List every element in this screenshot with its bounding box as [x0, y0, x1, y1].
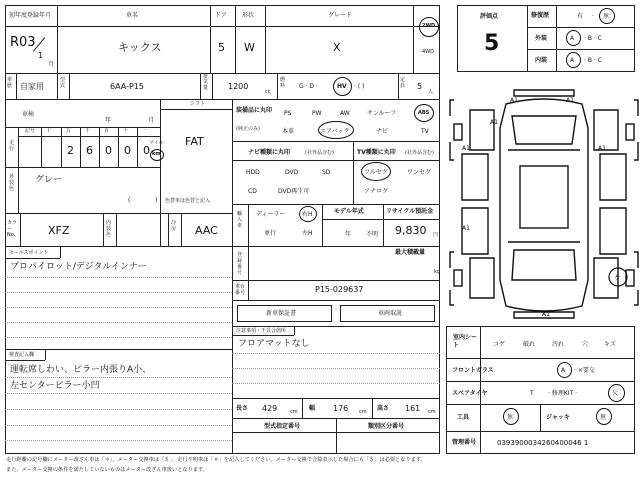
car-body-diagram: [448, 80, 640, 325]
grade-value: X: [333, 41, 341, 54]
equip-navi: ナビ: [376, 128, 389, 135]
first-reg-label: 初年度登録年月: [9, 12, 52, 19]
tv-label: TV種類に丸印: [357, 149, 396, 156]
spare-label: スペアタイヤ: [452, 390, 488, 397]
tools-label: 工具: [457, 414, 470, 421]
type-designation-label: 型式指定番号: [264, 423, 301, 430]
import-parallel: 並行: [264, 230, 277, 237]
warranty-manual: 車両取説: [378, 310, 403, 317]
seat-hole: 穴: [582, 341, 589, 348]
navi-dvd: DVD: [285, 169, 299, 176]
mileage-header-cell: 万: [66, 128, 72, 134]
fuel-options-left: G · D ·: [299, 83, 318, 90]
diagram-mark-2: A1: [566, 97, 574, 104]
doors-label: ドア: [215, 12, 227, 19]
first-reg-month: 1: [38, 51, 44, 60]
tools-value: 無: [507, 414, 514, 421]
model-value: 6AA-P15: [110, 82, 144, 91]
model-year-unknown: 不明: [366, 231, 379, 238]
tv-analog: アナログ: [364, 188, 389, 195]
diagram-mark-3: A1: [490, 119, 498, 126]
jack-label: ジャッキ: [546, 414, 570, 421]
category-label: 類別区分番号: [368, 423, 405, 430]
height-value: 161: [405, 404, 421, 413]
car-name-value: キックス: [118, 41, 162, 54]
tv-sub: (社外品含む): [405, 150, 434, 156]
seat-tear: 破れ: [523, 341, 536, 348]
notes-text: フロアマットなし: [238, 339, 310, 349]
cc-unit: cc: [265, 89, 271, 95]
grade-label: グレード: [328, 12, 353, 19]
footer-line2: また、メーター交換の条件を満たしていないものはメーター改ざん車扱いとなります。: [6, 467, 208, 473]
navi-sd: SD: [322, 169, 331, 176]
capacity-unit: 人: [428, 89, 434, 95]
model-year-unit: 年: [345, 231, 352, 238]
spare-repair-kit: · 修理KIT ·: [548, 390, 577, 397]
inspector-note-line1: 運転席しわい、ピラー内張りA小、: [10, 365, 152, 375]
max-load-unit: kg: [434, 269, 441, 275]
equip-pw: PW: [312, 110, 322, 117]
mgmt-value: 0393900034260400046 1: [497, 439, 589, 447]
height-label: 高さ: [377, 405, 390, 412]
equip-sunroof: サンルーフ: [367, 110, 397, 117]
equipment-label: 装備品に丸印: [236, 107, 273, 114]
footer-line1: 走行距離の記号欄にメーター改ざん車は「＊」、メーター交換車は「＄」、走行不明車は「＃」を記入してください。メーター交換で合算表示した場合にも「＄」は必要となります。: [6, 457, 426, 463]
diagram-mark-ke: ケ: [614, 274, 621, 282]
shape-value: W: [244, 41, 255, 54]
navi-dvd-play: DVD再生可: [278, 188, 310, 195]
mile-unit: マイル: [149, 140, 164, 146]
usage-label: 車歴: [7, 77, 13, 89]
diagram-mark-1: A1: [510, 97, 518, 104]
navi-hdd: HDD: [246, 169, 260, 176]
seat-burn: コゲ: [493, 341, 506, 348]
equip-tv: TV: [421, 128, 429, 135]
exterior-note-open: (: [128, 197, 131, 204]
repair-sep: ·: [592, 13, 594, 20]
mileage-header-cell: 千: [85, 128, 91, 134]
width-value: 176: [333, 404, 349, 413]
drive-other: 4WD: [422, 49, 434, 55]
first-reg-year: R03: [10, 35, 36, 50]
mileage-header-cell: 一: [142, 128, 148, 134]
exterior-note: 色替車は色替と記入: [165, 198, 211, 204]
recycle-label: リサイクル預託金: [386, 208, 434, 215]
sales-points-text: プロパイロット/デジタルインナー: [10, 262, 147, 272]
equip-ps: PS: [284, 110, 292, 117]
mileage-label: 走行: [9, 140, 15, 152]
import-left: 左H: [302, 230, 313, 237]
ac-value: AAC: [195, 224, 218, 237]
mileage-digit: 0: [105, 144, 112, 157]
inspection-year: 年: [105, 117, 112, 124]
notes-label: 注意事項・不具合箇所: [236, 328, 287, 334]
navi-cd: CD: [248, 188, 257, 195]
equip-abs: ABS: [418, 110, 430, 116]
shape-label: 形状: [242, 12, 255, 19]
color-no-value: XFZ: [48, 224, 70, 237]
seat-dirt: 汚れ: [552, 341, 565, 348]
exterior-grade-a: A: [570, 35, 575, 42]
navi-sub: (社外品含む): [305, 150, 334, 156]
length-unit: cm: [290, 409, 298, 415]
interior-color-label: 内装色: [106, 220, 112, 238]
seat-scratch: キズ: [604, 341, 616, 348]
inspector-note-line2: 左センターピラー小凹: [10, 381, 100, 391]
spare-t: T: [530, 390, 534, 397]
fuel-options-right: · ( ): [354, 83, 365, 90]
diagram-mark-6: A1: [462, 225, 470, 232]
jack-value: 無: [600, 414, 607, 421]
width-unit: cm: [359, 409, 367, 415]
navi-label: ナビ種類に丸印: [248, 149, 291, 156]
spare-none: 欠: [612, 390, 619, 397]
drive-circled: 2WD: [422, 23, 436, 29]
max-load-label: 最大積載量: [395, 249, 426, 256]
mileage-header-cell: 百: [104, 128, 110, 134]
exterior-color-value: グレー: [35, 175, 63, 185]
fuel-label: 燃料: [280, 77, 286, 89]
import-label: 輸入車: [237, 211, 243, 229]
mgmt-label: 管理番号: [452, 439, 477, 446]
seat-label: 室内シート: [453, 334, 478, 349]
score-label: 評価点: [480, 13, 499, 20]
repair-no: 無: [603, 13, 610, 20]
ac-label: 冷房: [171, 220, 177, 232]
mileage-digit: 2: [67, 144, 74, 157]
mileage-digit: 0: [143, 144, 150, 157]
diagram-mark-5: A1: [598, 145, 606, 152]
inspection-label: 車検: [22, 111, 35, 118]
glass-rest: · ×要交: [574, 367, 595, 374]
inspection-month: 月: [148, 117, 155, 124]
usage-value: 自家用: [20, 82, 44, 91]
mileage-header-cell: 記号: [25, 128, 36, 134]
mileage-digit: 0: [124, 144, 131, 157]
repair-yes: 有: [577, 13, 584, 20]
exterior-label: 外装色: [9, 174, 15, 192]
mileage-header-cell: 十: [123, 128, 129, 134]
height-unit: cm: [428, 409, 436, 415]
km-unit: km: [152, 151, 161, 157]
import-dealer: ディーラー: [256, 211, 286, 218]
repair-label: 修復歴: [531, 12, 550, 19]
model-label: 型式: [60, 77, 66, 89]
reg-no-label: 登録番号: [237, 252, 243, 276]
diagram-mark-4: A1: [462, 145, 470, 152]
equip-aw: AW: [340, 110, 350, 117]
exterior-note-close: ): [155, 197, 158, 204]
exterior-grade-rest: · B · C: [584, 35, 602, 42]
width-label: 幅: [309, 405, 316, 412]
shift-value: FAT: [185, 135, 204, 148]
chassis-label: 車台番号: [235, 284, 246, 296]
warranty-new: 新車保証書: [266, 310, 297, 317]
glass-label: フロントガラス: [452, 367, 494, 374]
chassis-value: P15-029637: [315, 285, 364, 294]
interior-grade-label: 内装: [535, 57, 548, 64]
equip-leather: 本革: [282, 128, 295, 135]
import-right: 右H: [302, 211, 313, 218]
equipment-sub: (純正のみ): [236, 126, 260, 132]
displacement-value: 1200: [228, 82, 249, 91]
exterior-grade-label: 外装: [535, 35, 548, 42]
doors-value: 5: [218, 41, 225, 54]
capacity-value: 5: [417, 82, 423, 91]
length-value: 429: [262, 404, 278, 413]
fuel-circled: HV: [337, 83, 347, 90]
interior-grade-rest: · B · C: [584, 57, 602, 64]
mileage-digit: 6: [86, 144, 93, 157]
tv-oneseg: ワンセグ: [407, 169, 432, 176]
tv-fullseg: フルセグ: [364, 169, 388, 176]
model-year-label: モデル年式: [334, 208, 364, 215]
score-value: 5: [484, 31, 500, 56]
car-name-label: 車名: [126, 12, 139, 19]
inspector-notes-label: 検査記入欄: [9, 352, 35, 358]
mileage-header-cell: 十: [46, 128, 52, 134]
month-unit: 月: [48, 61, 55, 68]
shift-label: シフト: [190, 101, 206, 107]
glass-a: A: [561, 367, 566, 374]
sales-points-label: セールスポイント: [9, 250, 49, 256]
equip-airbag: エアバック: [320, 128, 350, 135]
interior-grade-a: A: [570, 57, 575, 64]
color-no-label: カラーNo.: [7, 220, 18, 238]
recycle-unit: 円: [433, 232, 439, 238]
diagram-mark-7: A1: [542, 311, 550, 318]
recycle-value: 9,830: [395, 224, 427, 237]
length-label: 長さ: [236, 405, 249, 412]
displacement-label: 排気量: [203, 74, 209, 91]
capacity-label: 定員: [400, 77, 406, 89]
